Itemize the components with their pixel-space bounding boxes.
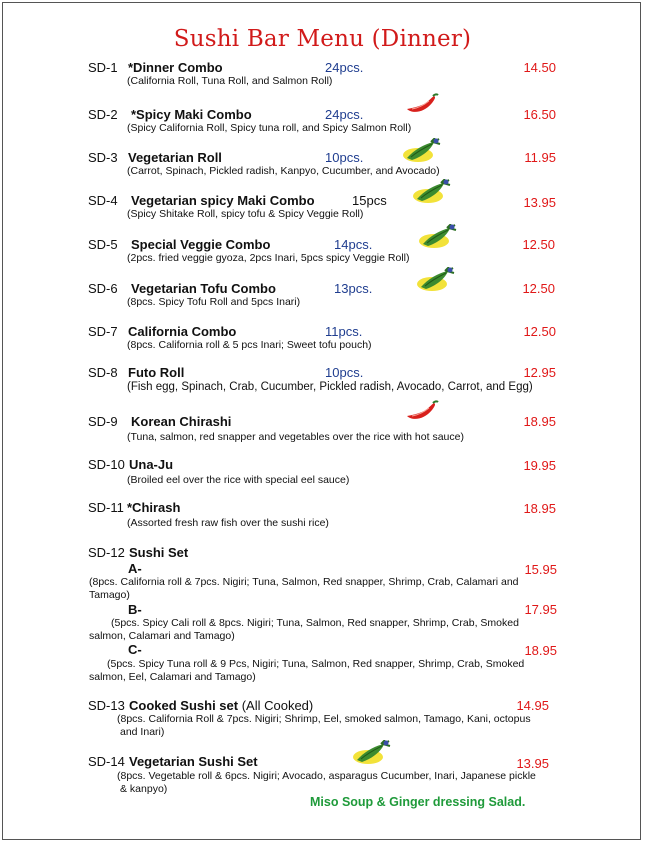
item-price: 11.95 [524,150,556,165]
item-name [129,698,313,713]
item-price: 13.95 [516,756,549,771]
item-pieces: 24pcs. [325,60,364,75]
item-price: 18.95 [523,414,556,429]
vegetable-icon [352,740,392,766]
item-code: SD-14 [88,754,125,769]
item-description: (Broiled eel over the rice with special eel sauce) [127,474,350,486]
option-label: B- [128,602,142,617]
item-code: SD-1 [88,60,118,75]
item-price: 12.50 [522,281,555,296]
item-pieces: 10pcs. [325,365,364,380]
item-description: (8pcs. Spicy Tofu Roll and 5pcs Inari) [127,296,301,308]
item-code: SD-9 [88,414,118,429]
item-description: and Inari) [120,726,165,738]
item-name: Vegetarian Sushi Set [129,754,258,769]
item-price: 14.50 [523,60,556,75]
item-price: 14.95 [516,698,549,713]
item-description: (Tuna, salmon, red snapper and vegetables over the rice with hot sauce) [127,431,464,443]
item-description: (Carrot, Spinach, Pickled radish, Kanpyo, Cucumber, and Avocado) [127,165,440,177]
item-name-text: Cooked Sushi set [129,698,239,713]
chili-pepper-icon [404,400,440,422]
item-code: SD-5 [88,237,118,252]
item-name: Vegetarian Tofu Combo [131,281,276,296]
vegetable-icon [412,179,452,205]
chili-pepper-icon [404,93,440,115]
option-price: 15.95 [524,562,557,577]
item-name: Una-Ju [129,457,174,472]
item-code: SD-4 [88,193,118,208]
vegetable-icon [416,267,456,293]
item-name: Futo Roll [128,365,185,380]
item-price: 19.95 [523,458,556,473]
footer-note: Miso Soup & Ginger dressing Salad. [310,795,526,809]
item-description: (2pcs. fried veggie gyoza, 2pcs Inari, 5pcs spicy Veggie Roll) [127,252,410,264]
option-label: C- [128,642,142,657]
item-price: 12.50 [522,237,555,252]
vegetable-icon [418,224,458,250]
option-description: (8pcs. California roll & 7pcs. Nigiri; Tuna, Salmon, Red snapper, Shrimp, Crab, Calamari and [89,576,519,588]
item-price: 16.50 [523,107,556,122]
item-name: Sushi Set [129,545,189,560]
item-pieces: 24pcs. [325,107,364,122]
item-description: (Spicy California Roll, Spicy tuna roll, and Spicy Salmon Roll) [127,122,412,134]
option-description: (5pcs. Spicy Tuna roll & 9 Pcs, Nigiri; Tuna, Salmon, Red snapper, Shrimp, Crab, Smoked [107,658,525,670]
item-description: (California Roll, Tuna Roll, and Salmon Roll) [127,75,333,87]
item-name: Vegetarian Roll [128,150,222,165]
item-name: California Combo [128,324,237,339]
vegetable-icon [402,138,442,164]
option-description: salmon, Eel, Calamari and Tamago) [89,671,256,683]
item-code: SD-6 [88,281,118,296]
item-name: *Spicy Maki Combo [131,107,252,122]
item-code: SD-7 [88,324,118,339]
item-name: Special Veggie Combo [131,237,271,252]
item-name: Vegetarian spicy Maki Combo [131,193,315,208]
item-name: *Dinner Combo [128,60,223,75]
item-price: 18.95 [523,501,556,516]
item-code: SD-3 [88,150,118,165]
item-pieces: 11pcs. [325,324,363,339]
item-price: 12.95 [523,365,556,380]
item-description: (Fish egg, Spinach, Crab, Cucumber, Pickled radish, Avocado, Carrot, and Egg) [127,381,533,393]
item-name: *Chirash [127,500,181,515]
item-description: (8pcs. California roll & 5 pcs Inari; Sweet tofu pouch) [127,339,372,351]
option-label: A- [128,561,142,576]
option-price: 18.95 [524,643,557,658]
item-pieces: 13pcs. [334,281,373,296]
item-description: (8pcs. Vegetable roll & 6pcs. Nigiri; Avocado, asparagus Cucumber, Inari, Japanese pickle [117,770,536,782]
item-price: 13.95 [523,195,556,210]
item-price: 12.50 [523,324,556,339]
option-description: (5pcs. Spicy Cali roll & 8pcs. Nigiri; Tuna, Salmon, Red snapper, Shrimp, Crab, Smoked [111,617,519,629]
item-code: SD-11 [88,500,124,515]
item-description: & kanpyo) [120,783,168,795]
item-name-note: (All Cooked) [241,698,314,713]
item-pieces: 14pcs. [334,237,373,252]
item-description: (Assorted fresh raw fish over the sushi rice) [127,517,329,529]
option-description: Tamago) [89,589,130,601]
item-pieces: 10pcs. [325,150,364,165]
item-description: (Spicy Shitake Roll, spicy tofu & Spicy Veggie Roll) [127,208,364,220]
item-code: SD-10 [88,457,125,472]
item-pieces: 15pcs [352,193,387,208]
item-code: SD-13 [88,698,125,713]
item-code: SD-8 [88,365,118,380]
item-description: (8pcs. California Roll & 7pcs. Nigiri; Shrimp, Eel, smoked salmon, Tamago, Kani, octopus [117,713,531,725]
page-title: Sushi Bar Menu (Dinner) [173,26,472,52]
item-name: Korean Chirashi [131,414,232,429]
option-price: 17.95 [524,602,557,617]
item-code: SD-2 [88,107,118,122]
option-description: salmon, Calamari and Tamago) [89,630,235,642]
item-code: SD-12 [88,545,125,560]
